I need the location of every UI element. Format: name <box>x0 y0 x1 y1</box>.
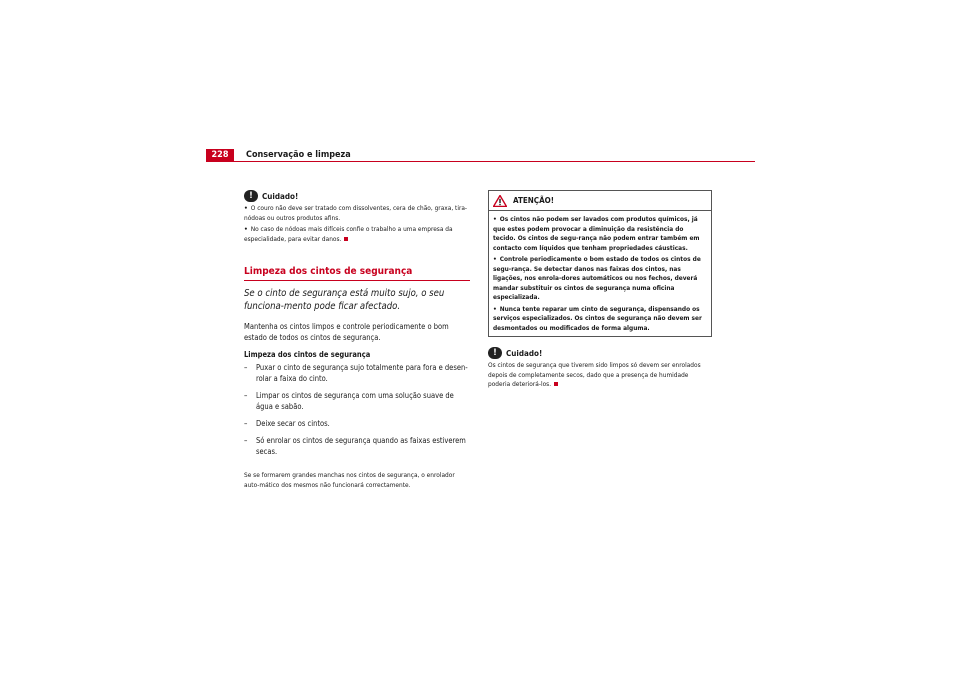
caution-text-content: Os cintos de segurança que tiverem sido limpos só devem ser enrolados depois de completamente secos, dado que a presença de humidade poderia deteriorá-los. <box>488 361 701 388</box>
bullet-icon: • <box>493 304 497 313</box>
step-item <box>244 418 470 429</box>
end-mark-icon <box>344 237 348 241</box>
step-item <box>244 390 470 412</box>
dash-icon: – <box>244 436 248 445</box>
bullet-icon: • <box>244 204 248 212</box>
note-paragraph: Se se formarem grandes manchas nos cintos de segurança, o enrolador auto-mático dos mesmos não funcionará correctamente. <box>244 471 455 489</box>
bullet-icon: • <box>493 255 497 263</box>
intro-paragraph: Mantenha os cintos limpos e controle periodicamente o bom estado de todos os cintos de segurança. <box>244 322 449 342</box>
caution-block-leather <box>244 190 470 244</box>
page-number-badge: 228 <box>206 149 234 162</box>
warning-item <box>493 255 707 303</box>
end-mark-icon <box>554 382 558 386</box>
step-text: Puxar o cinto de segurança sujo totalmente para fora e desen-rolar a faixa do cinto. <box>256 363 468 383</box>
caution-header <box>488 347 712 359</box>
warning-item-text: Os cintos não podem ser lavados com produtos químicos, já que estes podem provocar a diminuição da resistência do tecido. Os cintos de segu-rança não podem entrar também em contacto com líquidos que tenham propriedades cáusticas. <box>493 215 700 252</box>
caution-header <box>244 190 470 202</box>
procedure-title: Limpeza dos cintos de segurança <box>244 350 371 359</box>
warning-triangle-icon <box>493 195 507 207</box>
dash-icon: – <box>244 391 248 400</box>
header-rule <box>206 161 755 162</box>
warning-item-text: Nunca tente reparar um cinto de segurança, dispensando os serviços especializados. Os cintos de segurança não devem ser desmontados ou modificados de forma alguma. <box>493 304 702 332</box>
dash-icon: – <box>244 363 248 372</box>
left-column <box>244 190 470 490</box>
step-text: Só enrolar os cintos de segurança quando as faixas estiverem secas. <box>256 436 466 456</box>
warning-item <box>493 215 707 253</box>
bullet-icon: • <box>493 215 497 223</box>
caution-item <box>244 204 470 223</box>
caution-item-text: O couro não deve ser tratado com dissolventes, cera de chão, graxa, tira-nódoas ou outros produtos afins. <box>244 204 468 222</box>
warning-item-text: Controle periodicamente o bom estado de todos os cintos de segu-rança. Se detectar danos nas faixas dos cintos, nas ligações, nos enrola-dores automáticos ou nos fechos, deverá mandar substituir os cintos de segurança numa oficina especializada. <box>493 255 701 301</box>
step-text: Deixe secar os cintos. <box>256 419 330 428</box>
caution-block-belts <box>488 347 712 390</box>
step-text: Limpar os cintos de segurança com uma solução suave de água e sabão. <box>256 391 454 411</box>
section-subtitle: Se o cinto de segurança está muito sujo, o seu funciona-mento pode ficar afectado. <box>244 288 445 312</box>
running-header-title: Conservação e limpeza <box>246 150 351 160</box>
bullet-icon: • <box>244 225 248 233</box>
warning-body <box>489 211 711 336</box>
warning-header <box>489 191 711 211</box>
right-column <box>488 190 712 390</box>
caution-exclamation-icon: ! <box>244 190 258 202</box>
caution-item-text: No caso de nódoas mais difíceis confie o trabalho a uma empresa da especialidade, para evitar danos. <box>244 225 453 243</box>
section-title: Limpeza dos cintos de segurança <box>244 266 470 281</box>
caution-exclamation-icon: ! <box>488 347 502 359</box>
warning-item <box>493 305 707 334</box>
warning-title: ATENÇÃO! <box>513 196 555 205</box>
caution-text <box>488 361 712 390</box>
step-item <box>244 435 470 457</box>
warning-box <box>488 190 712 337</box>
procedure-steps <box>244 362 470 457</box>
dash-icon: – <box>244 419 248 428</box>
step-item <box>244 362 470 384</box>
caution-title: Cuidado! <box>262 191 299 201</box>
caution-item <box>244 225 470 244</box>
caution-title: Cuidado! <box>506 348 543 358</box>
